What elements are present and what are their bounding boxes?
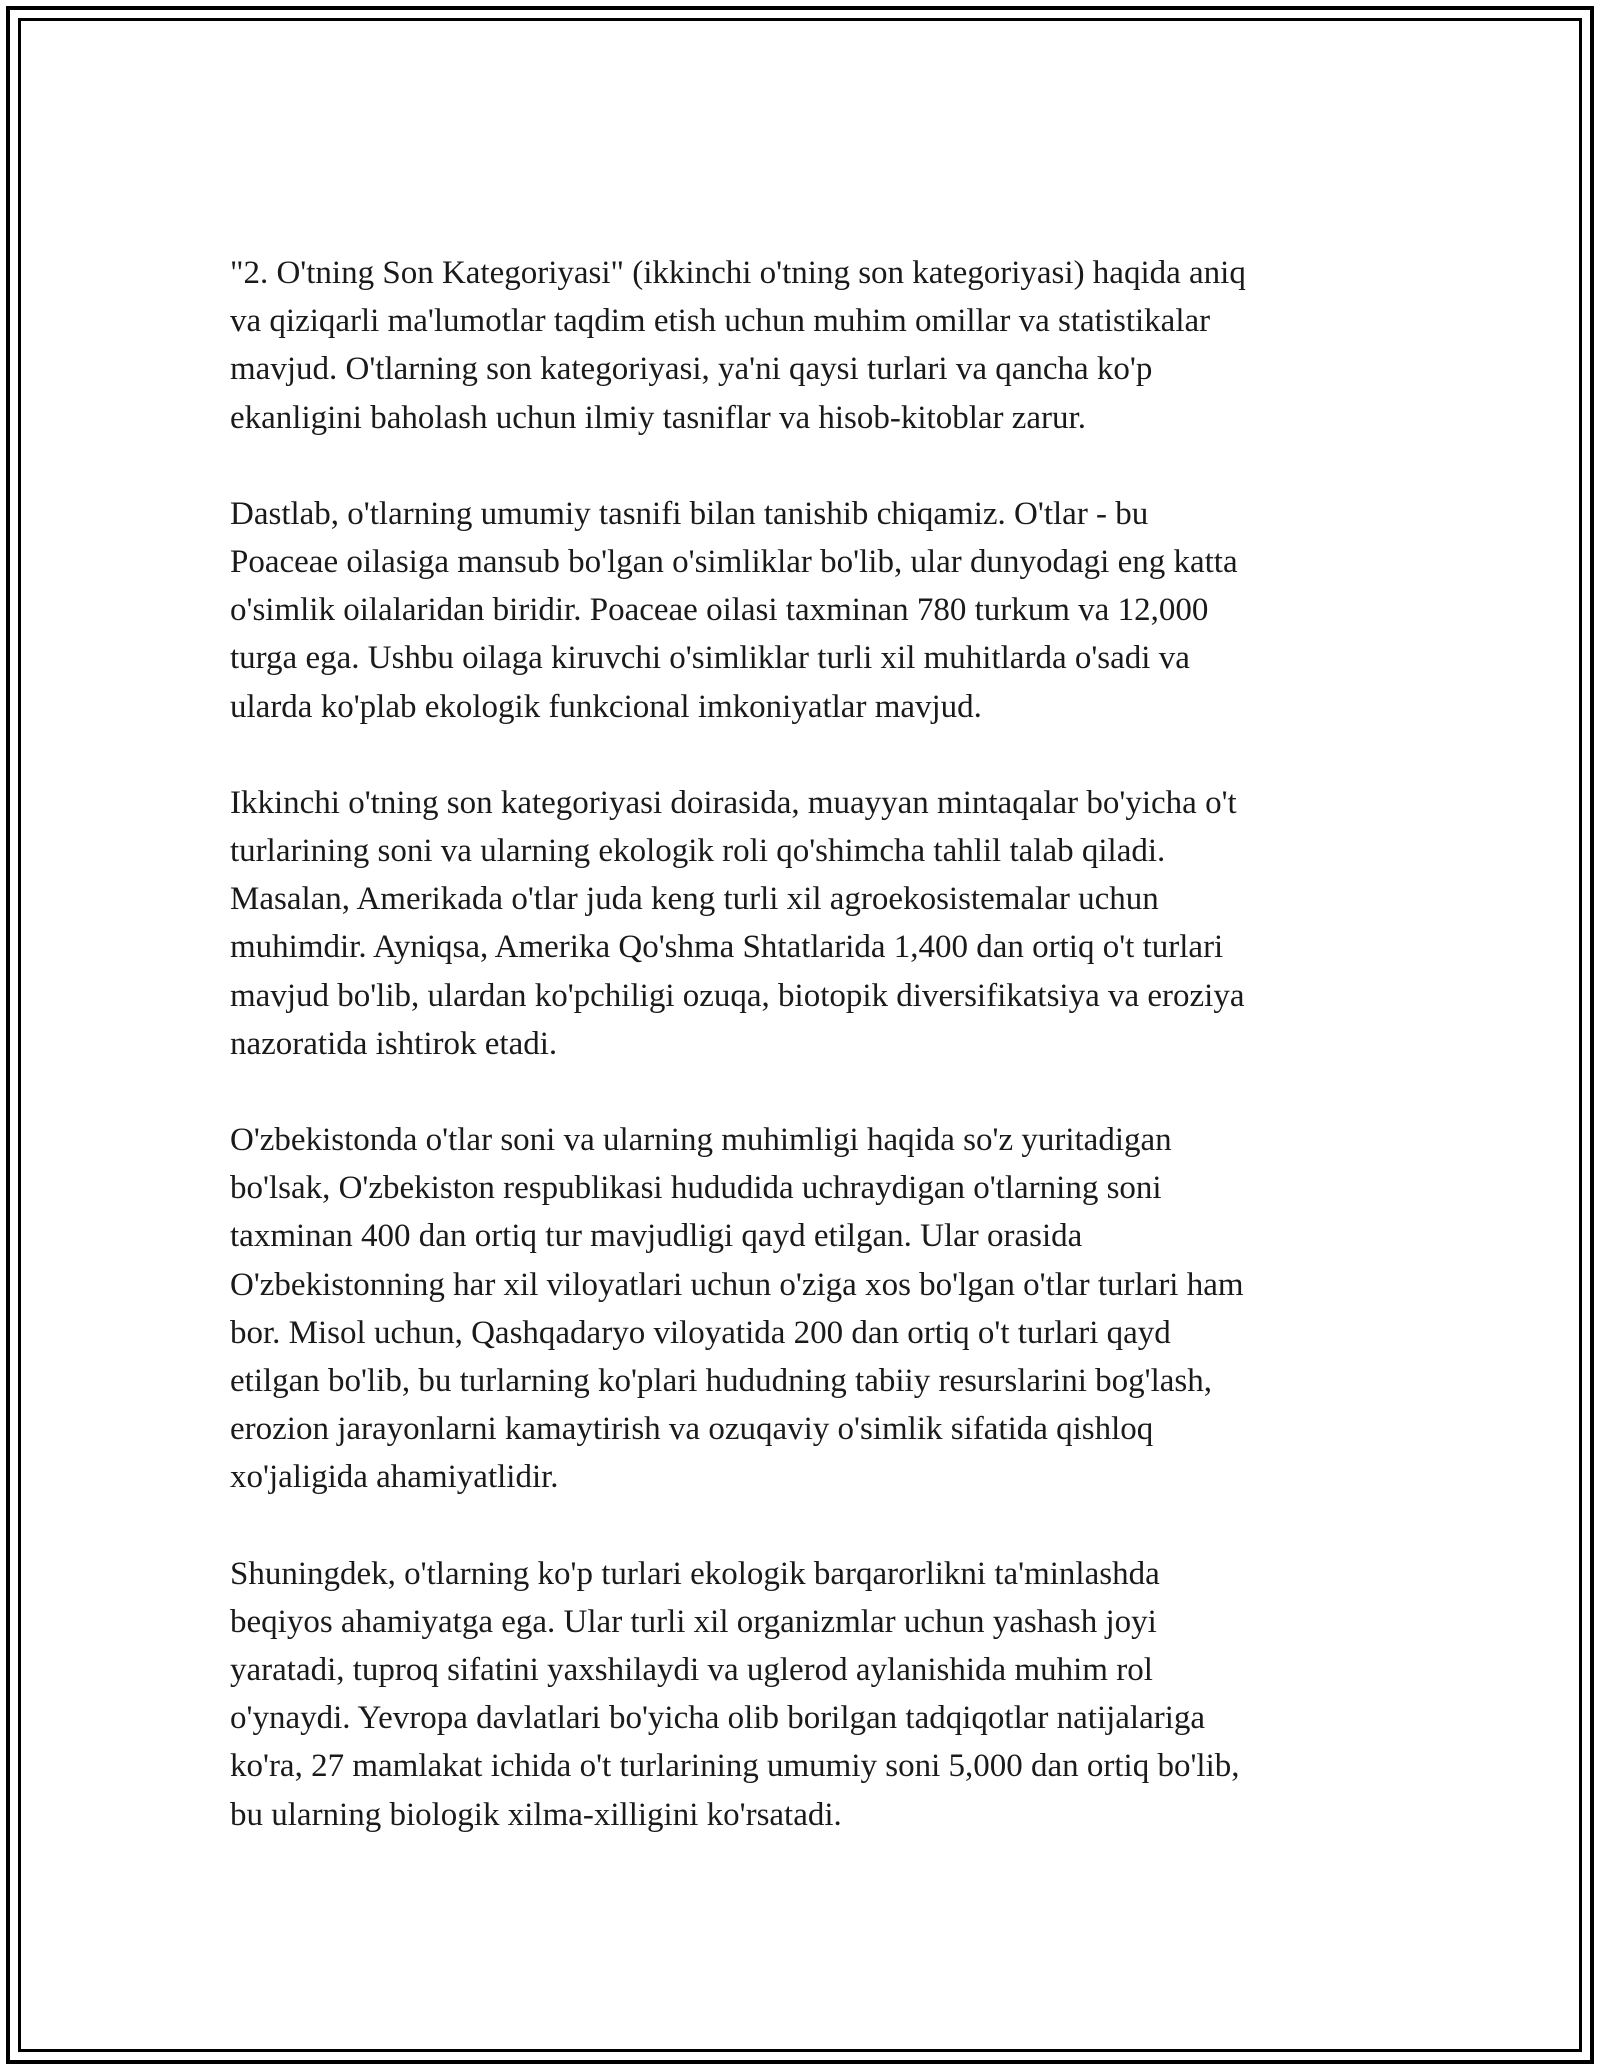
text-line: Dastlab, o'tlarning umumiy tasnifi bilan tanishib chiqamiz. O'tlar - bu	[230, 495, 1149, 532]
text-line: bo'lsak, O'zbekiston respublikasi hududida uchraydigan o'tlarning soni	[230, 1170, 1162, 1207]
text-line: mavjud. O'tlarning son kategoriyasi, ya'ni qaysi turlari va qancha ko'p	[230, 351, 1153, 388]
paragraph-5	[230, 1550, 1370, 1839]
text-line: va qiziqarli ma'lumotlar taqdim etish uchun muhim omillar va statistikalar	[230, 303, 1211, 340]
text-line: Poaceae oilasiga mansub bo'lgan o'simliklar bo'lib, ular dunyodagi eng katta	[230, 544, 1238, 581]
text-line: nazoratida ishtirok etadi.	[230, 1025, 558, 1062]
paragraph-1	[230, 249, 1370, 442]
text-line: "2. O'tning Son Kategoriyasi" (ikkinchi o'tning son kategoriyasi) haqida aniq	[230, 255, 1246, 291]
paragraph-4	[230, 1116, 1370, 1502]
text-line: Masalan, Amerikada o'tlar juda keng turli xil agroekosistemalar uchun	[230, 881, 1159, 918]
text-line: taxminan 400 dan ortiq tur mavjudligi qayd etilgan. Ular orasida	[230, 1218, 1083, 1255]
text-line: ekanligini baholash uchun ilmiy tasniflar va hisob-kitoblar zarur.	[230, 399, 1086, 436]
text-line: beqiyos ahamiyatga ega. Ular turli xil organizmlar uchun yashash joyi	[230, 1603, 1157, 1640]
text-line: o'ynaydi. Yevropa davlatlari bo'yicha olib borilgan tadqiqotlar natijalariga	[230, 1700, 1206, 1737]
text-line: Shuningdek, o'tlarning ko'p turlari ekologik barqarorlikni ta'minlashda	[230, 1555, 1160, 1592]
text-line: turlarining soni va ularning ekologik roli qo'shimcha tahlil talab qiladi.	[230, 833, 1166, 870]
paragraph-3	[230, 779, 1370, 1068]
text-line: O'zbekistonda o'tlar soni va ularning muhimligi haqida so'z yuritadigan	[230, 1122, 1172, 1159]
document-body	[230, 249, 1370, 1887]
text-line: turga ega. Ushbu oilaga kiruvchi o'simliklar turli xil muhitlarda o'sadi va	[230, 640, 1190, 677]
text-line: O'zbekistonning har xil viloyatlari uchun o'ziga xos bo'lgan o'tlar turlari ham	[230, 1266, 1244, 1303]
text-line: bor. Misol uchun, Qashqadaryo viloyatida 200 dan ortiq o't turlari qayd	[230, 1314, 1171, 1351]
text-line: mavjud bo'lib, ulardan ko'pchiligi ozuqa, biotopik diversifikatsiya va eroziya	[230, 977, 1245, 1014]
text-line: xo'jaligida ahamiyatlidir.	[230, 1459, 559, 1496]
text-line: muhimdir. Ayniqsa, Amerika Qo'shma Shtatlarida 1,400 dan ortiq o't turlari	[230, 929, 1224, 966]
text-line: Ikkinchi o'tning son kategoriyasi doirasida, muayyan mintaqalar bo'yicha o't	[230, 784, 1237, 821]
text-line: ularda ko'plab ekologik funkcional imkoniyatlar mavjud.	[230, 688, 982, 725]
text-line: o'simlik oilalaridan biridir. Poaceae oilasi taxminan 780 turkum va 12,000	[230, 592, 1209, 629]
text-line: erozion jarayonlarni kamaytirish va ozuqaviy o'simlik sifatida qishloq	[230, 1411, 1154, 1448]
text-line: etilgan bo'lib, bu turlarning ko'plari hududning tabiiy resurslarini bog'lash,	[230, 1363, 1213, 1400]
paragraph-2	[230, 490, 1370, 731]
text-line: yaratadi, tuproq sifatini yaxshilaydi va uglerod aylanishida muhim rol	[230, 1652, 1153, 1689]
text-line: bu ularning biologik xilma-xilligini ko'rsatadi.	[230, 1796, 842, 1833]
text-line: ko'ra, 27 mamlakat ichida o't turlarining umumiy soni 5,000 dan ortiq bo'lib,	[230, 1748, 1240, 1785]
